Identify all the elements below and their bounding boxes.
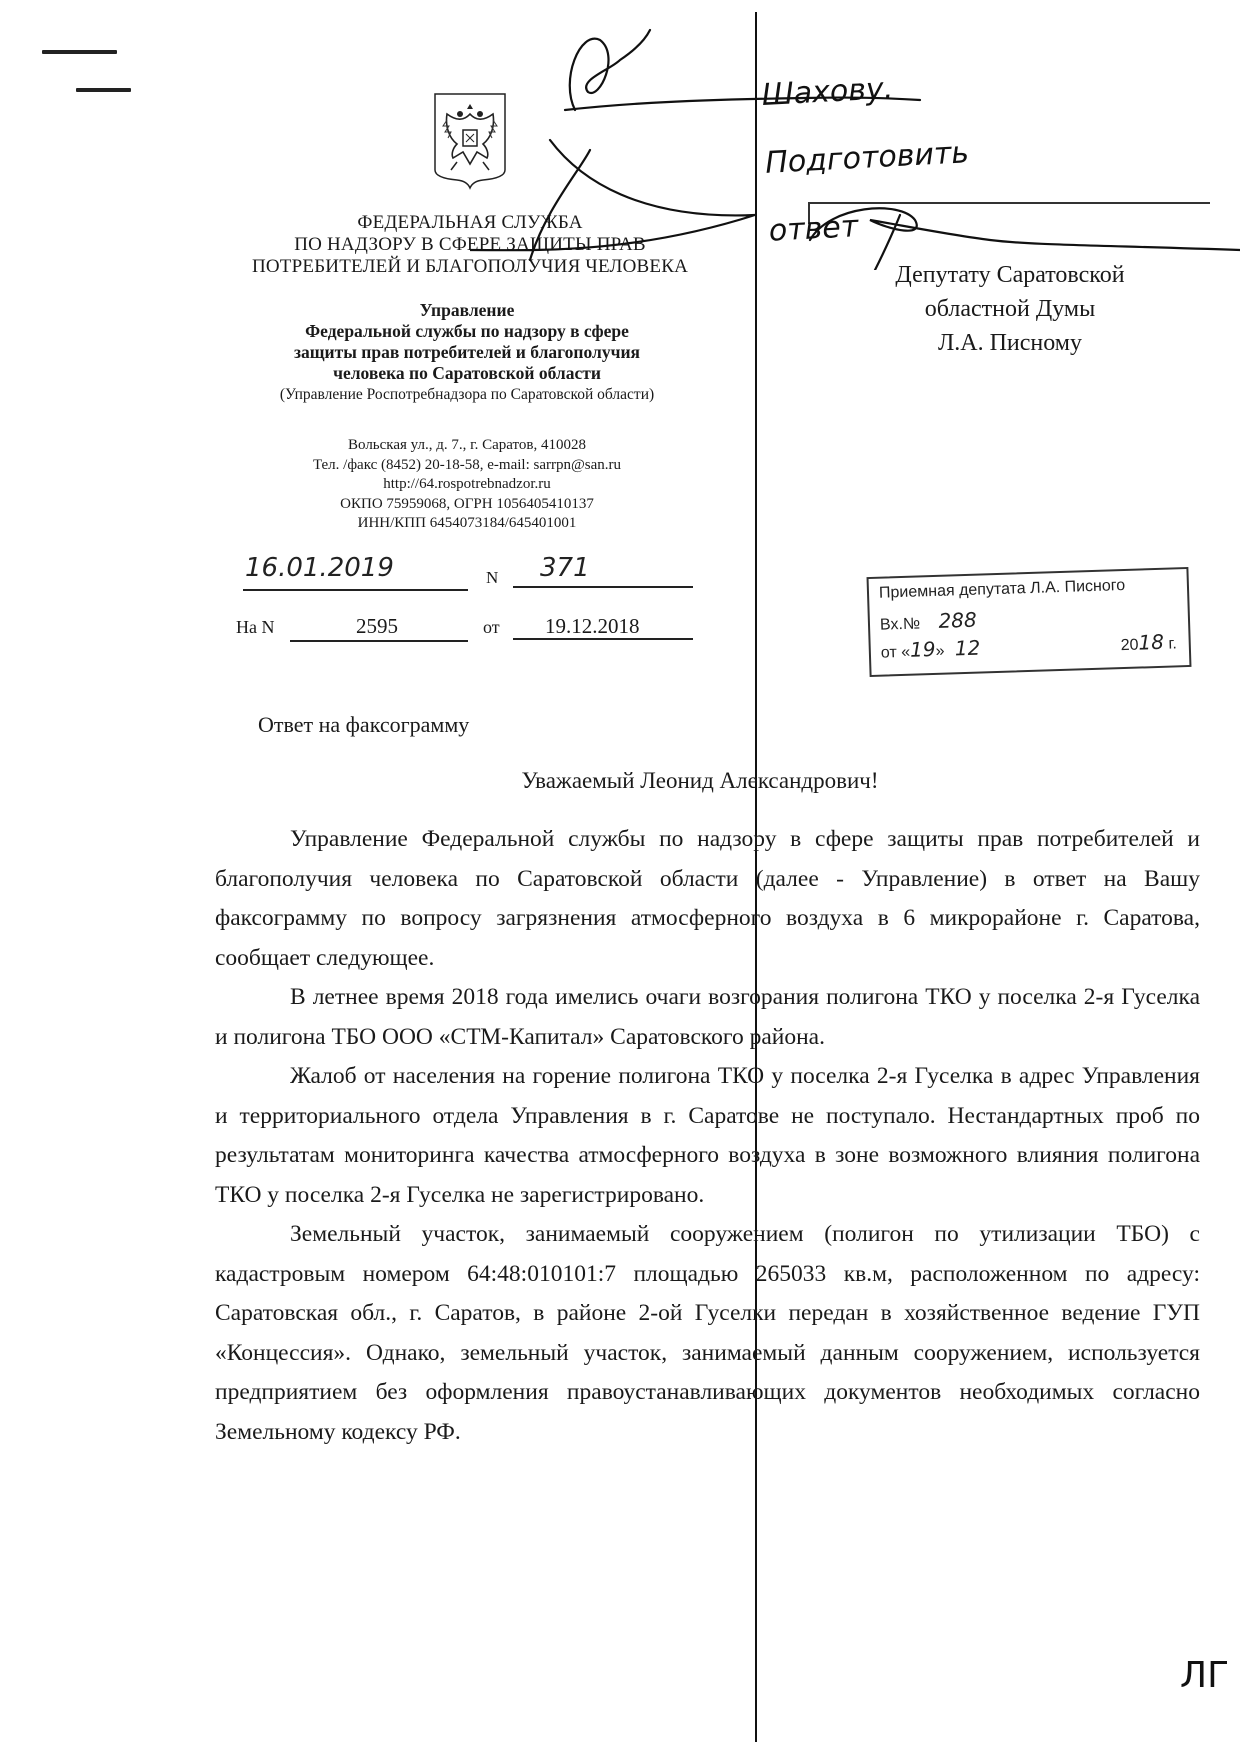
department-line: человека по Саратовской области — [333, 363, 601, 383]
stamp-year-end: г. — [1168, 635, 1178, 653]
addressee-line: Депутату Саратовской — [895, 262, 1125, 288]
service-name-line: ПОТРЕБИТЕЛЕЙ И БЛАГОПОЛУЧИЯ ЧЕЛОВЕКА — [251, 256, 689, 277]
in-reply-date: 19.12.2018 — [545, 614, 640, 638]
from-label: от — [483, 617, 500, 637]
number-underline — [513, 586, 693, 588]
stamp-title: Приемная депутата Л.А. Писного — [878, 576, 1126, 602]
stamp-in-label: Вх.№ — [879, 615, 921, 634]
contact-details — [232, 436, 702, 534]
resolution-stroke — [470, 140, 755, 260]
addressee-line: Л.А. Писному — [937, 330, 1082, 356]
department-name — [232, 300, 702, 405]
addressee-line: областной Думы — [924, 296, 1096, 322]
department-line: Управление — [419, 300, 515, 320]
scan-artifact-mark — [42, 50, 117, 54]
stamp-day: 19 — [909, 636, 936, 662]
department-line: защиты прав потребителей и благополучия — [293, 342, 640, 362]
website-line: http://64.rospotrebnadzor.ru — [383, 476, 551, 492]
stamp-date-prefix: от « — [880, 643, 911, 662]
stamp-year-prefix: 20 — [1120, 636, 1139, 655]
number-label: N — [486, 568, 499, 587]
incoming-registration-stamp — [867, 567, 1192, 677]
body-paragraph: Земельный участок, занимаемый сооружением (полигон по утилизации ТБО) с кадастровым номером 64:48:010101:7 площадью 265033 кв.м, расположенном по адресу: Саратовская обл., г. Саратов, в районе 2-ой Гуселки передан в хозяйственное ведение ГУП «Концессия». Однако, земельный участок, занимаемый данным сооружением, используется предприятием без оформления правоустанавливающих документов необходимых согласно Земельному кодексу РФ. — [215, 1221, 1200, 1445]
inn-kpp-line: ИНН/КПП 6454073184/645401001 — [357, 515, 577, 531]
date-underline — [243, 589, 468, 591]
body-paragraph: В летнее время 2018 года имелись очаги возгорания полигона ТКО у поселка 2-я Гуселка и полигона ТБО ООО «СТМ-Капитал» Саратовского района. — [215, 984, 1200, 1050]
department-line: Федеральной службы по надзору в сфере — [305, 321, 629, 341]
in-reply-number: 2595 — [356, 614, 398, 638]
department-short-name: (Управление Роспотребнадзора по Саратовской области) — [279, 386, 655, 403]
page-initials: ЛГ — [1180, 1655, 1230, 1696]
addressee — [830, 258, 1190, 360]
in-reply-number-underline — [290, 640, 468, 642]
address-line: Вольская ул., д. 7., г. Саратов, 410028 — [348, 437, 586, 453]
outgoing-date: 16.01.2019 — [245, 553, 394, 583]
okpo-ogrn-line: ОКПО 75959068, ОГРН 1056405410137 — [340, 495, 594, 512]
scan-artifact-mark — [76, 88, 131, 92]
in-reply-label: На N — [236, 617, 275, 637]
service-name-line: ФЕДЕРАЛЬНАЯ СЛУЖБА — [357, 212, 583, 233]
letter-body — [215, 820, 1200, 1452]
letter-subject: Ответ на факсограмму — [258, 712, 470, 737]
stamp-date-mid: » — [935, 642, 945, 660]
salutation: Уважаемый Леонид Александрович! — [521, 768, 879, 793]
resolution-text: Шахову. Подготовить ответ — [760, 71, 970, 249]
body-paragraph: Жалоб от населения на горение полигона ТКО у поселка 2-я Гуселка в адрес Управления и территориального отдела Управления в г. Саратове не поступало. Нестандартных проб по результатам мониторинга качества атмосферного воздуха в зоне возможного влияния полигона ТКО у поселка 2-я Гуселка не зарегистрировано. — [215, 1063, 1200, 1208]
stamp-in-number: 288 — [938, 607, 978, 633]
body-paragraph: Управление Федеральной службы по надзору в сфере защиты прав потребителей и благополучия человека по Саратовской области (далее - Управление) в ответ на Вашу факсограмму по вопросу загрязнения атмосферного воздуха в 6 микрорайоне г. Саратова, сообщает следующее. — [215, 826, 1200, 971]
stamp-month: 12 — [954, 635, 981, 661]
outgoing-number: 371 — [540, 553, 590, 583]
phone-email-line: Тел. /факс (8452) 20-18-58, e-mail: sarrpn@san.ru — [312, 456, 622, 473]
service-name-line: ПО НАДЗОРУ В СФЕРЕ ЗАЩИТЫ ПРАВ — [294, 234, 646, 255]
resolution-stroke — [570, 30, 650, 110]
stamp-year-suffix: 18 — [1138, 629, 1165, 655]
in-reply-date-underline — [513, 638, 693, 640]
